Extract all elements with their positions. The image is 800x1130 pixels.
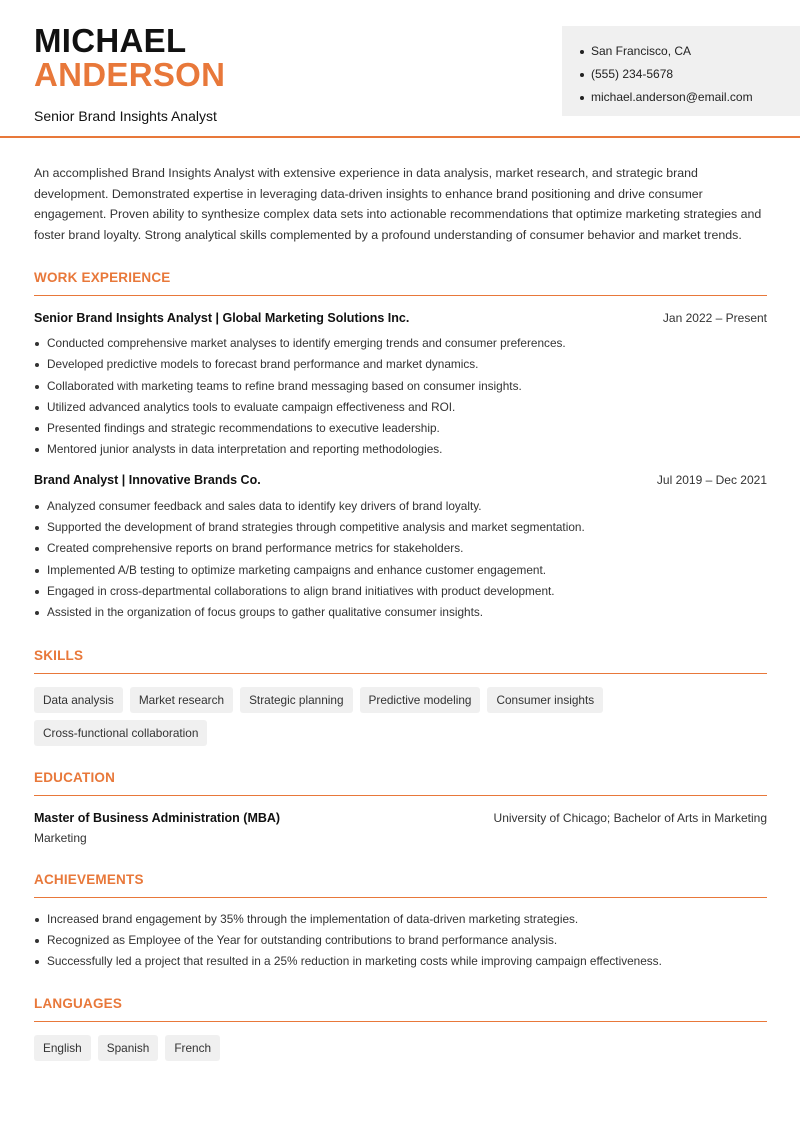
- list-item: Increased brand engagement by 35% through the implementation of data-driven marketing strategies.: [34, 909, 767, 930]
- skill-chip: Consumer insights: [487, 687, 603, 713]
- education-field: Marketing: [34, 830, 87, 845]
- skills-chips: [34, 687, 767, 746]
- language-chip: English: [34, 1035, 91, 1061]
- bullet-icon: [580, 73, 584, 77]
- list-item: Developed predictive models to forecast brand performance and market dynamics.: [34, 354, 767, 375]
- job-entry: [34, 472, 767, 624]
- resume-content: [34, 163, 767, 1061]
- bullet-icon: [580, 50, 584, 54]
- contact-email[interactable]: [580, 86, 800, 109]
- job-entry: [34, 310, 767, 461]
- phone-text: (555) 234-5678: [591, 67, 674, 81]
- resume-header: [0, 0, 800, 138]
- job-title: Senior Brand Insights Analyst | Global Marketing Solutions Inc.: [34, 311, 410, 325]
- job-bullets: [34, 496, 767, 624]
- list-item: Recognized as Employee of the Year for outstanding contributions to brand performance analysis.: [34, 930, 767, 951]
- contact-phone: [580, 63, 800, 86]
- job-title-headline: Senior Brand Insights Analyst: [34, 108, 217, 124]
- job-dates: Jul 2019 – Dec 2021: [656, 472, 767, 487]
- list-item: Conducted comprehensive market analyses to identify emerging trends and consumer preferences.: [34, 333, 767, 354]
- languages-section: [34, 996, 767, 1061]
- list-item: Assisted in the organization of focus groups to gather qualitative consumer insights.: [34, 602, 767, 623]
- list-item: Created comprehensive reports on brand performance metrics for stakeholders.: [34, 538, 767, 559]
- section-title-languages: LANGUAGES: [34, 996, 767, 1022]
- achievements-list: [34, 909, 767, 973]
- list-item: Analyzed consumer feedback and sales data to identify key drivers of brand loyalty.: [34, 496, 767, 517]
- list-item: Presented findings and strategic recommendations to executive leadership.: [34, 418, 767, 439]
- skills-section: [34, 648, 767, 746]
- list-item: Collaborated with marketing teams to refine brand messaging based on consumer insights.: [34, 376, 767, 397]
- skill-chip: Cross-functional collaboration: [34, 720, 207, 746]
- section-title-work: WORK EXPERIENCE: [34, 270, 767, 296]
- list-item: Mentored junior analysts in data interpretation and reporting methodologies.: [34, 439, 767, 460]
- list-item: Engaged in cross-departmental collaborations to align brand initiatives with product development.: [34, 581, 767, 602]
- first-name: MICHAEL: [34, 22, 187, 59]
- job-bullets: [34, 333, 767, 461]
- job-header: [34, 472, 767, 488]
- skill-chip: Market research: [130, 687, 233, 713]
- last-name: ANDERSON: [34, 56, 226, 93]
- education-section: [34, 770, 767, 846]
- summary-paragraph: An accomplished Brand Insights Analyst with extensive experience in data analysis, market research, and strategic brand development. Demonstrated expertise in leveraging data-driven insights to enhance brand positioning and drive consumer engagement. Proven ability to synthesize complex data sets into actionable recommendations that optimize marketing strategies and foster brand loyalty. Strong analytical skills complemented by a profound understanding of consumer behavior and market trends.: [34, 166, 762, 242]
- education-entry: [34, 810, 767, 826]
- section-title-achievements: ACHIEVEMENTS: [34, 872, 767, 898]
- achievements-section: [34, 872, 767, 973]
- job-header: [34, 310, 767, 326]
- skill-chip: Predictive modeling: [360, 687, 481, 713]
- job-title: Brand Analyst | Innovative Brands Co.: [34, 472, 261, 487]
- skill-chip: Data analysis: [34, 687, 123, 713]
- list-item: Successfully led a project that resulted in a 25% reduction in marketing costs while improving campaign effectiveness.: [34, 951, 767, 972]
- job-dates: Jan 2022 – Present: [662, 311, 767, 325]
- education-degree: Master of Business Administration (MBA): [34, 810, 281, 825]
- section-title-skills: SKILLS: [34, 648, 767, 674]
- list-item: Supported the development of brand strategies through competitive analysis and market segmentation.: [34, 517, 767, 538]
- language-chip: French: [165, 1035, 220, 1061]
- bullet-icon: [580, 96, 584, 100]
- language-chip: Spanish: [98, 1035, 159, 1061]
- education-school: University of Chicago; Bachelor of Arts in Marketing: [493, 810, 767, 825]
- location-text: San Francisco, CA: [591, 44, 692, 58]
- contact-location: [580, 40, 800, 63]
- languages-chips: [34, 1035, 767, 1061]
- list-item: Utilized advanced analytics tools to evaluate campaign effectiveness and ROI.: [34, 397, 767, 418]
- email-text[interactable]: michael.anderson@email.com: [591, 90, 753, 104]
- list-item: Implemented A/B testing to optimize marketing campaigns and enhance customer engagement.: [34, 560, 767, 581]
- section-title-education: EDUCATION: [34, 770, 767, 796]
- contact-box: [562, 26, 800, 116]
- skill-chip: Strategic planning: [240, 687, 352, 713]
- work-experience-section: [34, 270, 767, 624]
- name-block: [34, 24, 225, 125]
